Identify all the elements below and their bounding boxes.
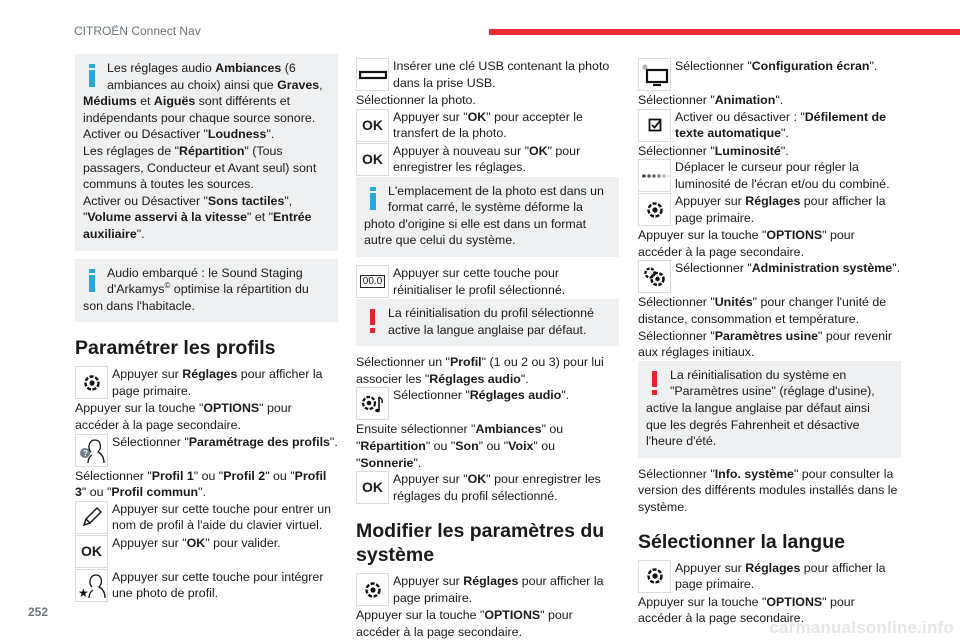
icon-instruction bbox=[638, 58, 901, 92]
paragraph bbox=[638, 227, 901, 260]
text-segment: Sélectionner " bbox=[675, 261, 752, 276]
bold-text: OK bbox=[467, 472, 487, 487]
text-segment: ". bbox=[413, 455, 422, 470]
text-segment: sont différents et indépendants pour chaque source sonore. bbox=[83, 94, 316, 125]
watermark: carmanualsonline.info bbox=[769, 618, 954, 637]
checkbox-icon bbox=[638, 109, 671, 142]
bold-text: Voix bbox=[508, 438, 534, 453]
text-segment: " pour accéder à la page secondaire. bbox=[75, 401, 292, 432]
bold-text: Profil commun bbox=[111, 485, 199, 500]
icon-label: OK bbox=[362, 116, 383, 133]
text-segment: optimise la répartition du son dans l'habitacle. bbox=[83, 282, 309, 313]
text-segment: " pour valider. bbox=[205, 535, 281, 550]
icon-label: 00.0 bbox=[360, 275, 385, 288]
paragraph bbox=[638, 466, 901, 516]
warning-icon bbox=[646, 367, 666, 397]
double-gear-icon bbox=[638, 260, 671, 293]
text-segment: " pour enregistrer les réglages du profil sélectionné. bbox=[393, 472, 601, 503]
bold-text: Médiums bbox=[83, 94, 137, 109]
paragraph bbox=[638, 92, 901, 109]
text-segment: " pour revenir aux réglages initiaux. bbox=[638, 328, 893, 360]
text-segment: " ou " bbox=[356, 422, 564, 453]
instruction-text bbox=[112, 535, 338, 552]
bold-text: OPTIONS bbox=[766, 228, 823, 243]
text-segment: Appuyer sur bbox=[393, 574, 464, 589]
instruction-text bbox=[393, 143, 619, 176]
icon-instruction bbox=[356, 387, 619, 421]
text-segment: " (Tous passagers, Conducteur et Avant seul) sont communs à toutes les sources. bbox=[83, 143, 317, 192]
instruction-text bbox=[675, 193, 901, 226]
instruction-text bbox=[675, 109, 901, 142]
paragraph bbox=[75, 468, 338, 501]
icon-instruction bbox=[75, 434, 338, 468]
bold-text: Paramétrage des profils bbox=[188, 434, 330, 449]
text-segment: Appuyer sur cette touche pour intégrer une photo de profil. bbox=[112, 569, 324, 601]
text-segment: ". bbox=[198, 485, 206, 500]
info-icon bbox=[83, 60, 103, 90]
icon-instruction bbox=[356, 265, 619, 299]
profile-question-icon bbox=[75, 434, 108, 467]
text-segment: pour afficher la page primaire. bbox=[393, 574, 604, 605]
text-segment: " ou " bbox=[265, 468, 295, 483]
slider-dots-icon bbox=[638, 159, 671, 192]
text-segment: Sélectionner " bbox=[638, 295, 715, 310]
text-segment: ". bbox=[136, 226, 145, 241]
bold-text: Profil bbox=[449, 355, 482, 370]
icon-instruction bbox=[356, 109, 619, 143]
instruction-text bbox=[675, 260, 901, 277]
reset-icon bbox=[356, 265, 389, 298]
text-segment: " ou " bbox=[81, 485, 112, 500]
bold-text: Réglages bbox=[745, 560, 801, 575]
pencil-icon bbox=[75, 501, 108, 534]
bold-text: Répartition bbox=[360, 438, 426, 453]
text-segment: La réinitialisation du système en "Paramètres usine" (réglage d'usine), active la langue anglaise par défaut ainsi que les degrés Fahrenheit et désactive l'heure d'été. bbox=[646, 367, 875, 449]
instruction-text bbox=[393, 109, 619, 142]
text-segment: Appuyer à nouveau sur " bbox=[393, 143, 529, 158]
usb-slot-icon bbox=[356, 58, 389, 91]
ok-icon bbox=[356, 143, 389, 176]
text-segment: " pour accéder à la page secondaire. bbox=[638, 228, 855, 259]
gear-icon bbox=[638, 193, 671, 226]
text-segment: " pour consulter la version des différents modules installés dans le système. bbox=[638, 466, 898, 514]
paragraph bbox=[75, 400, 338, 433]
icon-instruction bbox=[638, 109, 901, 143]
instruction-text bbox=[675, 159, 901, 192]
paragraph bbox=[356, 421, 619, 471]
text-segment: Insérer une clé USB contenant la photo dans la prise USB. bbox=[393, 59, 610, 90]
paragraph bbox=[638, 328, 901, 361]
text-segment: " ou " bbox=[356, 438, 556, 470]
info-note bbox=[75, 54, 338, 251]
header-accent-bar bbox=[489, 29, 960, 35]
icon-instruction bbox=[75, 569, 338, 603]
text-segment: Paramétrer les profils bbox=[75, 337, 276, 360]
text-segment: Activer ou désactiver : " bbox=[675, 109, 805, 124]
bold-text: OPTIONS bbox=[484, 608, 541, 623]
text-segment: " pour accéder à la page secondaire. bbox=[356, 608, 573, 639]
paragraph bbox=[638, 294, 901, 327]
text-segment: Appuyer sur la touche " bbox=[356, 608, 485, 623]
header-title: CITROËN Connect Nav bbox=[74, 24, 201, 38]
text-segment: Activer ou Désactiver " bbox=[83, 193, 208, 208]
bold-text: Sons tactiles bbox=[207, 193, 285, 208]
text-segment: ", " bbox=[83, 193, 293, 225]
bold-text: Loudness bbox=[207, 127, 267, 142]
info-note bbox=[356, 177, 619, 257]
bold-text: Aiguës bbox=[153, 94, 196, 109]
info-icon bbox=[83, 265, 103, 295]
text-segment: Sélectionner la langue bbox=[638, 530, 845, 553]
bold-text: Configuration écran bbox=[751, 59, 870, 73]
text-segment: et bbox=[136, 94, 154, 109]
instruction-text bbox=[393, 387, 619, 404]
bold-text: Ambiances bbox=[215, 61, 282, 75]
instruction-text bbox=[112, 434, 338, 451]
section-heading bbox=[638, 530, 901, 554]
icon-instruction bbox=[638, 159, 901, 193]
bold-text: OK bbox=[186, 535, 206, 550]
column-2 bbox=[356, 58, 619, 640]
gear-music-icon bbox=[356, 387, 389, 420]
section-heading bbox=[75, 336, 338, 360]
section-heading bbox=[356, 519, 619, 567]
ok-icon bbox=[356, 471, 389, 504]
svg-text:★: ★ bbox=[77, 586, 89, 600]
text-segment: Ensuite sélectionner " bbox=[356, 422, 476, 437]
bold-text: Animation bbox=[714, 93, 776, 107]
icon-instruction bbox=[356, 143, 619, 177]
text-segment: Appuyer sur " bbox=[112, 535, 187, 550]
text-segment: Déplacer le curseur pour régler la luminosité de l'écran et/ou du combiné. bbox=[675, 160, 890, 191]
text-segment: L'emplacement de la photo est dans un format carré, le système déforme la photo d'origine si elle est dans un format autre que celui du système. bbox=[364, 183, 604, 248]
ok-icon bbox=[75, 535, 108, 568]
bold-text: Paramètres usine bbox=[714, 328, 819, 343]
bold-text: Réglages audio bbox=[469, 388, 562, 403]
text-segment: Appuyer sur la touche " bbox=[638, 594, 767, 609]
icon-label: OK bbox=[362, 479, 383, 496]
warning-note bbox=[638, 361, 901, 458]
text-segment: (6 ambiances au choix) ainsi que bbox=[107, 61, 296, 92]
text-segment: ". bbox=[266, 127, 275, 142]
icon-instruction bbox=[356, 573, 619, 607]
text-segment: Appuyer sur cette touche pour réinitialiser le profil sélectionné. bbox=[393, 265, 566, 297]
text-segment: Sélectionner " bbox=[675, 59, 752, 73]
bold-text: Répartition bbox=[179, 143, 245, 158]
text-segment: " pour accéder à la page secondaire. bbox=[638, 594, 855, 626]
text-segment: ". bbox=[892, 261, 901, 276]
paragraph bbox=[356, 92, 619, 109]
text-segment: La réinitialisation du profil sélectionné active la langue anglaise par défaut. bbox=[388, 305, 594, 337]
icon-instruction bbox=[356, 58, 619, 92]
icon-instruction bbox=[75, 366, 338, 400]
paragraph bbox=[638, 143, 901, 160]
text-segment: Les réglages audio bbox=[107, 61, 216, 75]
column-1 bbox=[75, 54, 338, 603]
bold-text: Profil 3 bbox=[75, 468, 327, 500]
text-segment: Sélectionner " bbox=[638, 328, 715, 343]
text-segment: Activer ou Désactiver " bbox=[83, 127, 208, 142]
icon-instruction bbox=[638, 260, 901, 294]
text-segment: Sélectionner " bbox=[75, 468, 152, 483]
bold-text: OPTIONS bbox=[203, 401, 260, 416]
instruction-text bbox=[393, 58, 619, 91]
bold-text: Luminosité bbox=[714, 143, 781, 158]
text-segment: ". bbox=[561, 388, 570, 403]
icon-label: OK bbox=[362, 150, 383, 167]
text-segment: pour afficher la page primaire. bbox=[112, 367, 323, 398]
bold-text: OPTIONS bbox=[766, 594, 823, 609]
bold-text: Réglages audio bbox=[429, 371, 521, 386]
svg-text:?: ? bbox=[82, 449, 88, 458]
text-segment: " et " bbox=[246, 210, 273, 225]
text-segment: ". bbox=[781, 126, 789, 141]
text-segment: pour afficher la page primaire. bbox=[675, 560, 886, 592]
text-segment: pour afficher la page primaire. bbox=[675, 194, 886, 225]
instruction-text bbox=[112, 366, 338, 399]
text-segment: , bbox=[319, 77, 323, 92]
text-segment: Appuyer sur " bbox=[393, 472, 468, 487]
ok-icon bbox=[356, 109, 389, 142]
text-segment: Sélectionner " bbox=[638, 143, 715, 158]
info-icon bbox=[364, 183, 384, 213]
icon-instruction bbox=[356, 471, 619, 505]
text-segment: Sélectionner " bbox=[638, 466, 715, 481]
bold-text: Réglages bbox=[463, 574, 519, 589]
text-segment: Sélectionner " bbox=[393, 388, 470, 403]
instruction-text bbox=[393, 265, 619, 298]
instruction-text bbox=[675, 560, 901, 593]
text-segment: " pour enregistrer les réglages. bbox=[393, 143, 581, 175]
text-segment: Les réglages de " bbox=[83, 143, 180, 158]
instruction-text bbox=[393, 471, 619, 504]
text-segment: Sélectionner " bbox=[638, 93, 715, 107]
warning-icon bbox=[364, 305, 384, 335]
text-segment: Appuyer sur la touche " bbox=[638, 228, 767, 243]
text-segment: © bbox=[164, 281, 171, 290]
bold-text: OK bbox=[467, 109, 487, 124]
bold-text: Volume asservi à la vitesse bbox=[87, 210, 247, 225]
icon-instruction bbox=[638, 560, 901, 594]
icon-instruction bbox=[75, 501, 338, 535]
bold-text: Graves bbox=[277, 77, 320, 92]
page-number: 252 bbox=[28, 605, 49, 619]
text-segment: " ou " bbox=[478, 438, 509, 453]
gear-icon bbox=[356, 573, 389, 606]
text-segment: Sélectionner la photo. bbox=[356, 93, 476, 107]
instruction-text bbox=[112, 569, 338, 602]
instruction-text bbox=[393, 573, 619, 606]
text-segment: " pour changer l'unité de distance, consommation et température. bbox=[638, 295, 887, 326]
text-segment: ". bbox=[780, 143, 789, 158]
bold-text: Réglages bbox=[745, 194, 801, 209]
icon-instruction bbox=[75, 535, 338, 569]
text-segment: Appuyer sur bbox=[112, 367, 183, 382]
bold-text: Sonnerie bbox=[360, 455, 414, 470]
bold-text: Profil 2 bbox=[223, 468, 266, 483]
bold-text: OK bbox=[528, 143, 548, 158]
bold-text: Défilement de texte automatique bbox=[675, 109, 886, 141]
bold-text: Son bbox=[455, 438, 479, 453]
instruction-text bbox=[112, 501, 338, 534]
paragraph bbox=[356, 354, 619, 387]
paragraph bbox=[356, 607, 619, 640]
text-segment: Sélectionner un " bbox=[356, 355, 450, 370]
bold-text: Ambiances bbox=[475, 422, 542, 437]
bold-text: Réglages bbox=[182, 367, 238, 382]
text-segment: Appuyer sur cette touche pour entrer un nom de profil à l'aide du clavier virtuel. bbox=[112, 501, 332, 533]
monitor-icon bbox=[638, 58, 671, 91]
instruction-text bbox=[675, 58, 901, 75]
gear-icon bbox=[638, 560, 671, 593]
profile-star-icon bbox=[75, 569, 108, 602]
warning-note bbox=[356, 299, 619, 346]
gear-icon bbox=[75, 366, 108, 399]
text-segment: Sélectionner " bbox=[112, 434, 189, 449]
text-segment: " pour accepter le transfert de la photo. bbox=[393, 109, 583, 141]
text-segment: Appuyer sur " bbox=[393, 109, 468, 124]
text-segment: Modifier les paramètres du système bbox=[356, 520, 605, 567]
text-segment: " ou " bbox=[425, 438, 456, 453]
bold-text: Info. système bbox=[714, 466, 794, 481]
text-segment: Appuyer sur bbox=[675, 194, 746, 209]
bold-text: Unités bbox=[714, 295, 753, 310]
text-segment: " (1 ou 2 ou 3) pour lui associer les " bbox=[356, 355, 604, 386]
column-3 bbox=[638, 58, 901, 627]
icon-label: OK bbox=[81, 542, 102, 559]
text-segment: Audio embarqué : le Sound Staging d'Arkamys bbox=[107, 265, 303, 297]
bold-text: Entrée auxiliaire bbox=[83, 210, 312, 241]
info-note bbox=[75, 259, 338, 323]
text-segment: ". bbox=[329, 434, 338, 449]
text-segment: Appuyer sur bbox=[675, 560, 746, 575]
bold-text: Administration système bbox=[751, 261, 893, 276]
text-segment: ". bbox=[869, 59, 878, 73]
text-segment: ". bbox=[520, 371, 529, 386]
bold-text: Profil 1 bbox=[151, 468, 194, 483]
text-segment: " ou " bbox=[193, 468, 224, 483]
text-segment: Appuyer sur la touche " bbox=[75, 401, 204, 416]
text-segment: ". bbox=[775, 93, 784, 107]
icon-instruction bbox=[638, 193, 901, 227]
